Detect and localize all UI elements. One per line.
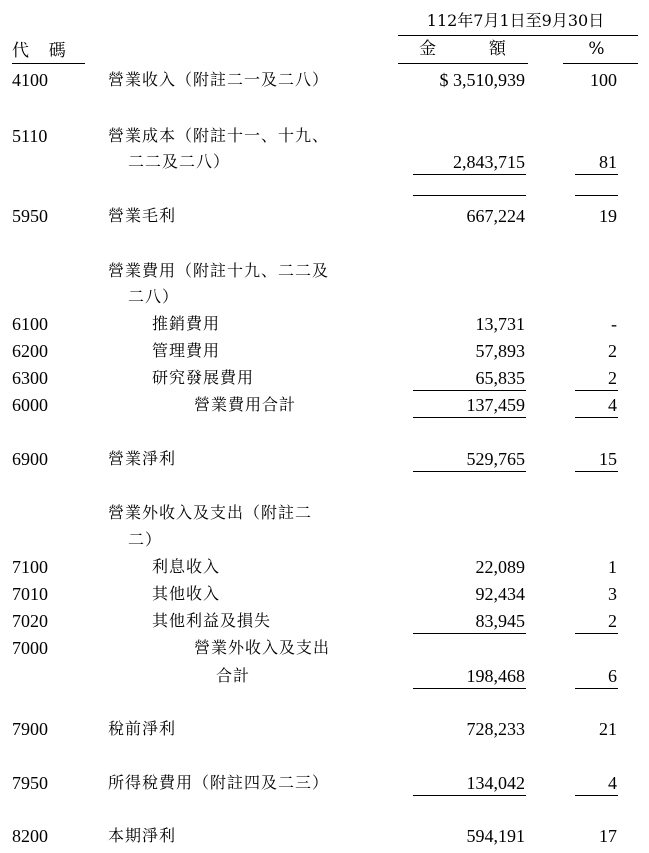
amount-value: 594,191 <box>466 826 525 846</box>
percent-underline <box>575 174 618 175</box>
percent-column-header: % <box>588 39 605 59</box>
account-item: 本期淨利 <box>108 826 177 845</box>
section-heading: 營業費用（附註十九、二二及 <box>108 261 330 280</box>
header-underline-percent <box>563 63 638 64</box>
header-underline-left <box>12 63 85 64</box>
account-item: 推銷費用 <box>152 314 221 333</box>
percent-underline <box>575 471 618 472</box>
account-item-continued: 二二及二八） <box>128 152 231 171</box>
account-item: 研究發展費用 <box>152 368 255 387</box>
percent-value: 19 <box>599 206 617 226</box>
account-code: 7020 <box>12 611 48 631</box>
percent-underline <box>575 795 618 796</box>
account-code: 6300 <box>12 368 48 388</box>
amount-value: 83,945 <box>475 611 525 631</box>
amount-column-header: 金 額 <box>419 39 520 59</box>
percent-value: 21 <box>599 719 617 739</box>
percent-underline <box>575 390 618 391</box>
amount-value: 134,042 <box>466 773 525 793</box>
period-underline <box>398 35 638 36</box>
account-item: 營業成本（附註十一、十九、 <box>108 126 330 145</box>
account-code: 8200 <box>12 826 48 846</box>
account-item: 利息收入 <box>152 557 221 576</box>
amount-value: 728,233 <box>466 719 525 739</box>
account-item: 稅前淨利 <box>108 719 177 738</box>
percent-value: 81 <box>599 152 617 172</box>
account-item: 管理費用 <box>152 341 221 360</box>
account-item: 其他利益及損失 <box>152 611 272 630</box>
percent-value: 4 <box>608 395 617 415</box>
code-column-header: 代 碼 <box>12 41 69 61</box>
account-code: 6100 <box>12 314 48 334</box>
header-underline-amount <box>398 63 528 64</box>
account-item: 營業外收入及支出 <box>194 638 331 657</box>
amount-value: $ 3,510,939 <box>439 70 525 90</box>
section-heading-continued: 二八） <box>128 287 180 306</box>
amount-value: 198,468 <box>466 666 525 686</box>
amount-underline <box>413 795 526 796</box>
amount-underline <box>413 417 526 418</box>
percent-value: 17 <box>599 826 617 846</box>
account-item: 營業淨利 <box>108 449 177 468</box>
account-code: 7950 <box>12 773 48 793</box>
percent-value: 15 <box>599 449 617 469</box>
percent-value: 2 <box>608 611 617 631</box>
percent-value: 1 <box>608 557 617 577</box>
percent-value: 100 <box>590 70 617 90</box>
period-header: 112年7月1日至9月30日 <box>426 11 605 30</box>
account-item: 其他收入 <box>152 584 221 603</box>
amount-value: 2,843,715 <box>453 152 525 172</box>
amount-underline <box>413 471 526 472</box>
percent-underline <box>575 633 618 634</box>
amount-value: 13,731 <box>475 314 525 334</box>
percent-underline <box>575 688 618 689</box>
account-item: 所得稅費用（附註四及二三） <box>108 773 330 792</box>
account-code: 7010 <box>12 584 48 604</box>
amount-underline <box>413 390 526 391</box>
amount-overline <box>413 195 526 196</box>
amount-underline <box>413 174 526 175</box>
amount-value: 57,893 <box>475 341 525 361</box>
amount-underline <box>413 633 526 634</box>
amount-value: 529,765 <box>466 449 525 469</box>
account-code: 5110 <box>12 126 48 146</box>
percent-underline <box>575 417 618 418</box>
percent-overline <box>575 195 618 196</box>
percent-value: 2 <box>608 341 617 361</box>
account-code: 5950 <box>12 206 48 226</box>
account-code: 7100 <box>12 557 48 577</box>
account-item: 營業毛利 <box>108 206 177 225</box>
account-item: 營業收入（附註二一及二八） <box>108 70 330 89</box>
amount-value: 92,434 <box>475 584 525 604</box>
percent-value: - <box>611 314 617 334</box>
account-code: 7000 <box>12 638 48 658</box>
percent-value: 6 <box>608 666 617 686</box>
amount-underline <box>413 688 526 689</box>
account-code: 6000 <box>12 395 48 415</box>
account-item-continued: 合計 <box>216 666 251 685</box>
account-code: 4100 <box>12 70 48 90</box>
percent-value: 4 <box>608 773 617 793</box>
amount-value: 137,459 <box>466 395 525 415</box>
section-heading-continued: 二） <box>128 530 163 549</box>
account-code: 6200 <box>12 341 48 361</box>
account-code: 7900 <box>12 719 48 739</box>
amount-value: 667,224 <box>466 206 525 226</box>
amount-value: 22,089 <box>475 557 525 577</box>
percent-value: 3 <box>608 584 617 604</box>
account-code: 6900 <box>12 449 48 469</box>
section-heading: 營業外收入及支出（附註二 <box>108 503 313 522</box>
account-item: 營業費用合計 <box>194 395 297 414</box>
percent-value: 2 <box>608 368 617 388</box>
amount-value: 65,835 <box>475 368 525 388</box>
